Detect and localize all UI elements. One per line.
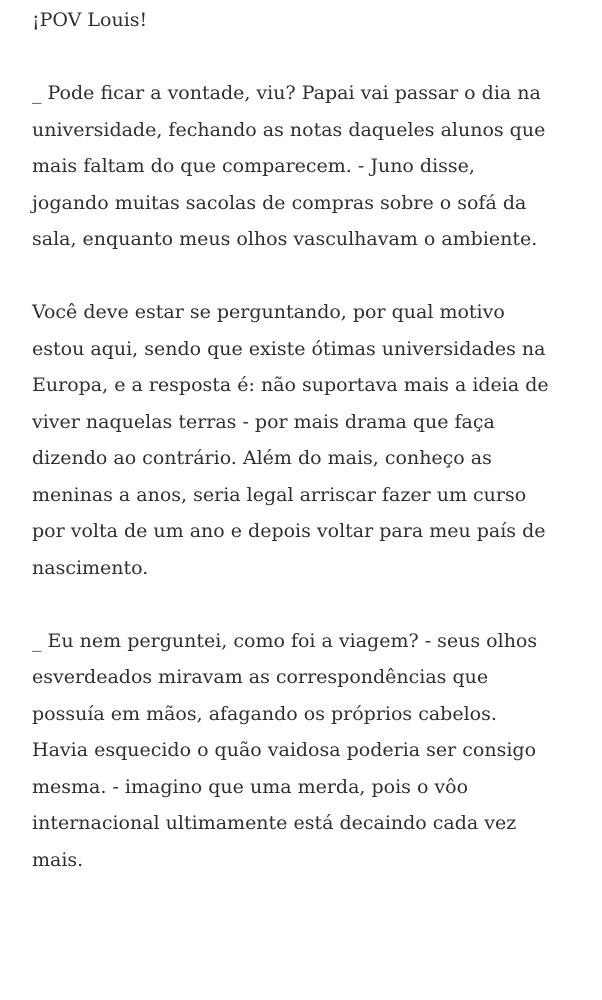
paragraph-gap: [32, 39, 592, 76]
paragraph-line: jogando muitas sacolas de compras sobre o sofá da: [32, 191, 527, 214]
paragraph-line: sala, enquanto meus olhos vasculhavam o ambiente.: [32, 228, 538, 250]
document-body: [32, 0, 592, 878]
paragraph-line: Você deve estar se perguntando, por qual motivo: [32, 301, 505, 323]
paragraph-line: meninas a anos, seria legal arriscar fazer um curso: [32, 483, 527, 506]
pov-heading: ¡POV Louis!: [32, 9, 148, 31]
paragraph-line: mais faltam do que comparecem. - Juno disse,: [32, 155, 475, 177]
paragraph-1: [32, 75, 592, 258]
paragraph-line: _ Eu nem perguntei, como foi a viagem? - seus olhos: [32, 629, 538, 652]
paragraph-2: [32, 294, 592, 586]
paragraph-line: possuía em mãos, afagando os próprios cabelos.: [32, 702, 497, 725]
paragraph-line: nascimento.: [32, 556, 149, 579]
paragraph-line: Havia esquecido o quão vaidosa poderia ser consigo: [32, 739, 537, 761]
paragraph-line: mais.: [32, 848, 84, 871]
paragraph-line: internacional ultimamente está decaindo cada vez: [32, 812, 517, 834]
paragraph-line: dizendo ao contrário. Além do mais, conheço as: [32, 447, 492, 469]
paragraph-line: mesma. - imagino que uma merda, pois o vôo: [32, 775, 469, 798]
paragraph-gap: [32, 258, 592, 295]
paragraph-line: viver naquelas terras - por mais drama que faça: [32, 410, 495, 433]
paragraph-line: _ Pode ficar a vontade, viu? Papai vai passar o dia na: [32, 82, 541, 104]
paragraph-line: por volta de um ano e depois voltar para meu país de: [32, 520, 546, 542]
paragraph-gap: [32, 586, 592, 623]
paragraph-line: estou aqui, sendo que existe ótimas universidades na: [32, 337, 546, 360]
paragraph-3: [32, 623, 592, 879]
paragraph-line: universidade, fechando as notas daqueles alunos que: [32, 118, 546, 141]
paragraph-line: Europa, e a resposta é: não suportava mais a ideia de: [32, 374, 549, 396]
paragraph-line: esverdeados miravam as correspondências que: [32, 666, 489, 688]
